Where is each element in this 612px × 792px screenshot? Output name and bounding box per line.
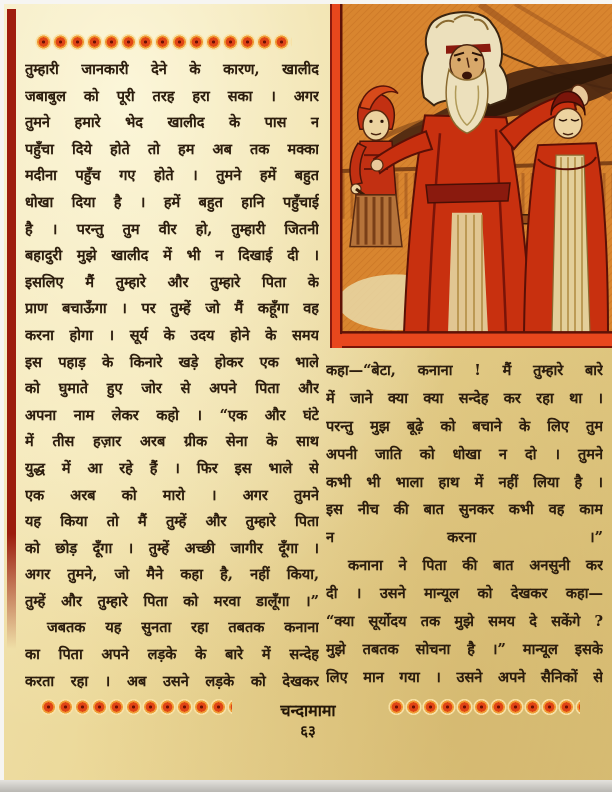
magazine-page — [4, 4, 612, 780]
story-illustration — [330, 4, 612, 348]
text-line: कनाना ने पिता की बात अनसुनी कर — [348, 557, 603, 575]
text-line: को छोड़ दूँगा । तुम्हें अच्छी जागीर दूँगा । — [25, 539, 319, 557]
text-line: धोखा दिया है । हमें बहुत हानि पहुँचाई — [25, 193, 319, 211]
text-line: “क्या सूर्योदय तक मुझे समय दे सकेंगे ? — [326, 613, 603, 631]
text-line: तुम्हारी जानकारी देने के कारण, खालीद — [25, 61, 319, 78]
text-line: दी । उसने मान्यूल को देखकर कहा— — [326, 585, 603, 603]
left-margin-red-rule — [7, 9, 16, 649]
text-line: मदीना पहुँच गए होते । तुमने हमें बहुत — [25, 167, 319, 185]
footer-ornament-right — [388, 698, 580, 716]
text-line: एक अरब को मारो । अगर तुमने — [25, 486, 319, 504]
text-line: अपना नाम लेकर कहो । “एक और घंटे — [25, 406, 319, 424]
text-line: अपनी जाति को धोखा न दो । तुमने — [326, 445, 603, 463]
page-number: ६३ — [300, 722, 316, 740]
text-line: इसलिए मैं तुम्हारे और तुम्हारे पिता के — [25, 273, 319, 291]
left-text-column — [25, 57, 319, 695]
text-line: न करना ।” — [326, 529, 603, 547]
right-text-column — [326, 357, 603, 692]
text-line: को घुमाते हुए जोर से अपने पिता और — [25, 380, 319, 398]
text-line: मुझे तबतक सोचना है ।” मान्यूल इसके — [326, 640, 603, 658]
text-line: जबाबुल को पूरी तरह हरा सका । अगर — [25, 87, 319, 105]
text-line: युद्ध में आ रहे हैं । फिर इस भाले से — [25, 459, 319, 477]
text-line: करता रहा । अब उसने लड़के को देखकर — [25, 672, 319, 690]
text-line: जबतक यह सुनता रहा तबतक कनाना — [47, 619, 319, 637]
text-line: इस नीच की बात सुनकर कभी वह काम — [326, 501, 603, 519]
magazine-title: चन्दामामा — [280, 701, 336, 720]
text-line: कहा—“बेटा, कनाना ! मैं तुम्हारे बारे — [326, 362, 603, 379]
text-line: करना होगा । सूर्य के उदय होने के समय — [25, 326, 319, 344]
text-line: कभी भी भाला हाथ में नहीं लिया है । — [326, 473, 603, 491]
text-line: का पिता अपने लड़के के बारे में सन्देह — [25, 646, 319, 664]
text-line: है । परन्तु तुम वीर हो, तुम्हारी जितनी — [25, 220, 319, 238]
text-line: अगर तुमने, जो मैने कहा है, नहीं किया, — [25, 566, 319, 584]
text-line: बहादुरी मुझे खालीद में भी न दिखाई दी । — [25, 247, 319, 265]
footer-ornament-left — [40, 698, 232, 716]
text-line: में तीस हज़ार अरब ग्रीक सेना के साथ — [25, 433, 319, 451]
text-line: परन्तु मुझ बूढ़े को बचाने के लिए तुम — [326, 417, 603, 435]
text-line: में जाने क्या क्या सन्देह कर रहा था । — [326, 389, 603, 407]
text-line: लिए मान गया । उसने अपने सैनिकों से — [326, 668, 603, 686]
scan-edge-shadow — [0, 780, 612, 792]
text-line: इस पहाड़ के किनारे खड़े होकर एक भाले — [25, 353, 319, 371]
text-line: पहुँचा दिये होते तो हम अब तक मक्का — [25, 140, 319, 158]
text-line: तुम्हें और तुम्हारे पिता को मरवा डालूँगा ।” — [25, 592, 319, 610]
top-ornament-border — [35, 33, 292, 51]
text-line: प्राण बचाऊँगा । पर तुम्हें जो मैं कहूँगा वह — [25, 300, 319, 318]
text-line: यह किया तो मैं तुम्हें और तुम्हारे पिता — [25, 513, 319, 531]
text-line: तुमने हमारे भेद खालीद के पास न — [25, 114, 319, 132]
